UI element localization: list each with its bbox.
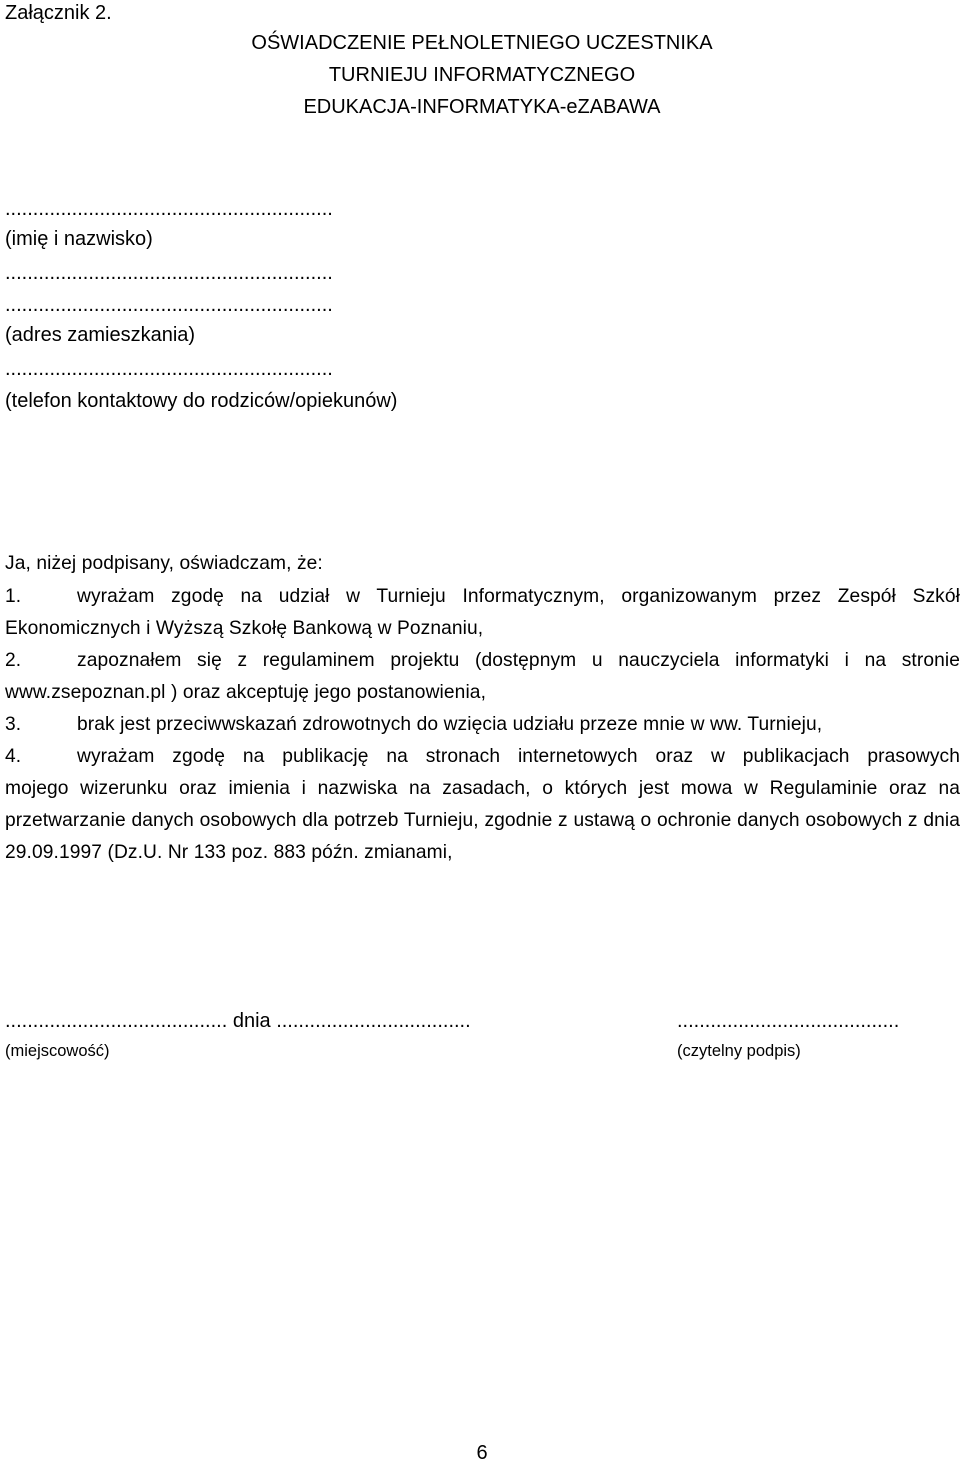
attachment-label: Załącznik 2. <box>5 2 112 24</box>
document-title-line-1: OŚWIADCZENIE PEŁNOLETNIEGO UCZESTNIKA <box>251 32 713 54</box>
signature-label: (czytelny podpis) <box>677 1042 801 1060</box>
signature-line[interactable]: ........................................ <box>677 1010 900 1032</box>
declaration-intro: Ja, niżej podpisany, oświadczam, że: <box>5 553 323 574</box>
declaration-item-4-continuation: mojego wizerunku oraz imienia i nazwiska na zasadach, o których jest mowa w Regulaminie oraz na przetwarzanie danych osobowych dla potrzeb Turnieju, zgodnie z ustawą o ochronie danych osobowych z dnia 29.09.1997 (Dz.U. Nr 133 poz. 883 późn. zmianami, <box>5 778 960 863</box>
address-field-dots-2[interactable]: ........................................................... <box>5 294 333 316</box>
address-field-dots-1[interactable]: ........................................................... <box>5 262 333 284</box>
declaration-item-2-continuation: www.zsepoznan.pl ) oraz akceptuję jego postanowienia, <box>5 682 487 703</box>
item-number: 3. <box>5 714 22 735</box>
item-text: wyrażam zgodę na publikację na stronach internetowych oraz w publikacjach prasowych <box>77 746 960 767</box>
item-text: zapoznałem się z regulaminem projektu (dostępnym u nauczyciela informatyki i na stronie <box>77 650 960 671</box>
declaration-item-4 <box>5 741 960 869</box>
item-text: wyrażam zgodę na udział w Turnieju Informatycznym, organizowanym przez Zespół Szkół <box>77 586 960 607</box>
document-title-line-2: TURNIEJU INFORMATYCZNEGO <box>328 64 636 86</box>
declaration-item-1 <box>5 581 960 645</box>
address-field-label: (adres zamieszkania) <box>5 324 196 346</box>
name-field-label: (imię i nazwisko) <box>5 228 153 250</box>
declaration-item-2-first-line <box>5 645 960 677</box>
place-label: (miejscowość) <box>5 1042 110 1060</box>
item-number: 2. <box>5 650 22 671</box>
place-date-line[interactable]: ........................................ dnia ................................... <box>5 1010 471 1032</box>
document-title-line-3: EDUKACJA-INFORMATYKA-eZABAWA <box>303 96 661 118</box>
phone-field-dots[interactable]: ........................................................... <box>5 358 333 380</box>
declaration-item-4-first-line <box>5 741 960 773</box>
item-number: 4. <box>5 746 22 767</box>
declaration-item-1-first-line <box>5 581 960 613</box>
declaration-item-3-first-line <box>5 709 960 741</box>
item-number: 1. <box>5 586 22 607</box>
declaration-item-1-continuation: Ekonomicznych i Wyższą Szkołę Bankową w Poznaniu, <box>5 618 484 639</box>
declaration-item-3 <box>5 709 960 741</box>
item-text: brak jest przeciwwskazań zdrowotnych do wzięcia udziału przeze mnie w ww. Turnieju, <box>77 714 823 735</box>
name-field-dots[interactable]: ........................................................... <box>5 198 333 220</box>
phone-field-label: (telefon kontaktowy do rodziców/opiekunów) <box>5 390 398 412</box>
declaration-item-2 <box>5 645 960 709</box>
page-number: 6 <box>476 1442 488 1464</box>
